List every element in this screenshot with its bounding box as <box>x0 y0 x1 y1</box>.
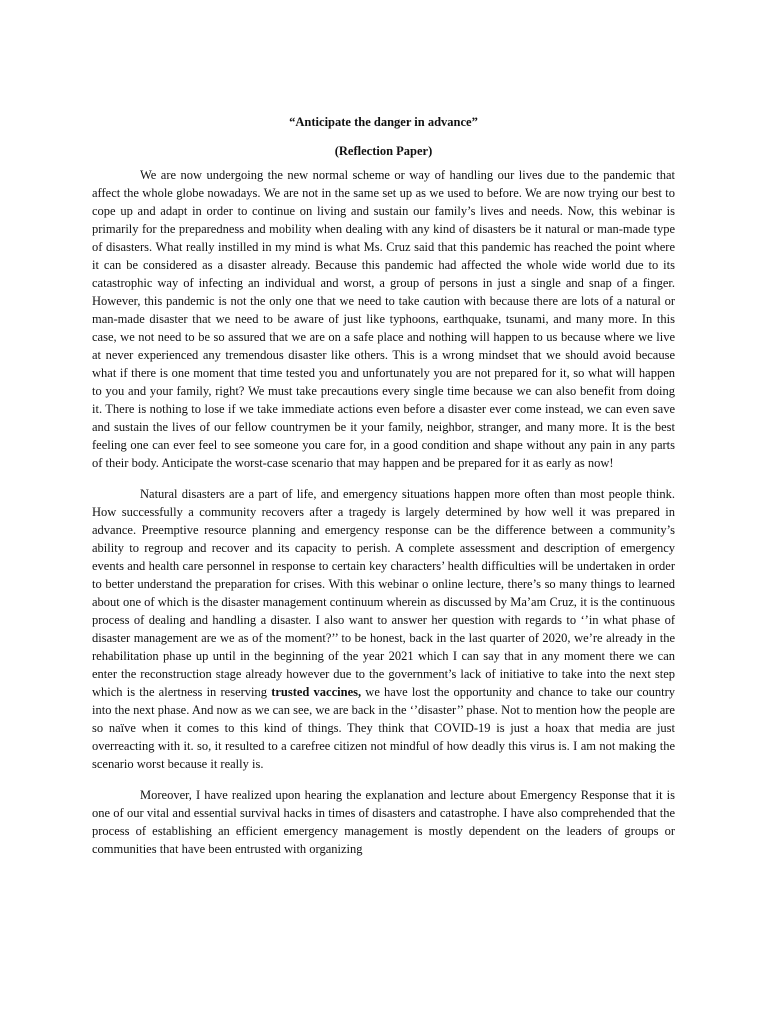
paragraph-3: Moreover, I have realized upon hearing the explanation and lecture about Emergency Response that it is one of our vital and essential survival hacks in times of disasters and catastrophe. I have also comprehended that the process of establishing an efficient emergency management is mostly dependent on the leaders of groups or communities that have been entrusted with organizing <box>92 788 675 856</box>
document-subtitle: (Reflection Paper) <box>334 144 433 158</box>
paragraph-1: We are now undergoing the new normal scheme or way of handling our lives due to the pandemic that affect the whole globe nowadays. We are not in the same set up as we used to before. We are now trying our best to cope up and adapt in order to continue on living and sustain our family’s lives and needs. Now, this webinar is primarily for the preparedness and mobility when dealing with any kind of disasters be it natural or man-made type of disasters. What really instilled in my mind is what Ms. Cruz said that this pandemic has reached the point where it can be considered as a disaster already. Because this pandemic had affected the whole wide world due to its catastrophic way of infecting an individual and worst, a group of persons in just a single and snap of a finger. However, this pandemic is not the only one that we need to take caution with because there are lots of a natural or man-made disaster that we need to be aware of just like typhoons, earthquake, tsunami, and many more. In this case, we not need to be so assured that we are on a safe place and nothing will happen to us because where we live at never experienced any tremendous disaster like others. This is a wrong mindset that we should avoid because what if there is one moment that time tested you and unfortunately you are not prepared for it, so what will happen to you and your family, right? We must take precautions every single time because we can also benefit from doing it. There is nothing to lose if we take immediate actions even before a disaster ever come instead, we can even save and sustain the lives of our fellow countrymen be it your family, neighbor, stranger, and many more. It is the best feeling one can ever feel to see someone you care for, in a good condition and shape without any pain in any parts of their body. Anticipate the worst-case scenario that may happen and be prepared for it as early as now! <box>92 168 675 470</box>
paragraph-2-text-before: Natural disasters are a part of life, and emergency situations happen more often than most people think. How successfully a community recovers after a tragedy is largely determined by how well it was prepared in advance. Preemptive resource planning and emergency response can be the difference between a community’s ability to regroup and recover and its capacity to perish. A complete assessment and description of emergency events and health care personnel in response to certain key characters’ health difficulties will be undertaken in order to better understand the preparation for crises. With this webinar o online lecture, there’s so many things to learned about one of which is the disaster management continuum wherein as discussed by Ma’am Cruz, it is the continuous process of dealing and handling a disaster. I also want to answer her question with regards to ‘’in what phase of disaster management are we as of the moment?’’ to be honest, back in the last quarter of 2020, we’re already in the rehabilitation phase up until in the beginning of the year 2021 which I can say that in any moment there we can enter the reconstruction stage already however due to the government’s lack of initiative to take into the next step which is the alertness in reserving <box>92 487 675 699</box>
paragraph-2 <box>92 485 675 773</box>
paragraph-2-bold-phrase: trusted vaccines, <box>271 685 362 699</box>
document-body <box>92 113 675 871</box>
paragraph-2-text-after: we have lost the opportunity and chance to take our country into the next phase. And now as we can see, we are back in the ‘’disaster’’ phase. Not to mention how the people are so naïve when it comes to this kind of things. They think that COVID-19 is just a hoax that media are just overreacting with it. so, it resulted to a carefree citizen not mindful of how deadly this virus is. I am not making the scenario worst because it really is. <box>92 685 676 771</box>
document-title: “Anticipate the danger in advance” <box>289 115 478 129</box>
